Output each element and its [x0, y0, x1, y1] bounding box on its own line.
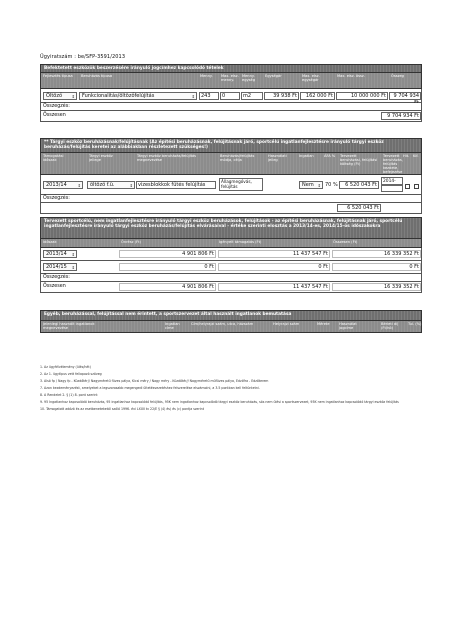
hit-checkbox[interactable]: [405, 184, 410, 189]
fejlesztes-select[interactable]: Öltöző ⇕: [43, 92, 77, 100]
col-menny: Menny.: [200, 74, 213, 78]
osszegzes-label: Összegzés:: [43, 104, 70, 109]
afa-value: 70 %: [325, 182, 338, 188]
egysegar-field[interactable]: 39 938 Ft: [264, 92, 299, 100]
maxmenny-field[interactable]: 0: [220, 92, 240, 100]
col-egysegar: Egységár: [265, 74, 282, 78]
col-ingatlan: Ingatlan: [299, 154, 314, 158]
table-row: [40, 89, 422, 103]
idoszak-select[interactable]: 2014/15 ⇕: [43, 263, 77, 271]
footnote: 8. A Rendelet 2. § (1) 8. pont szerint: [40, 393, 98, 397]
col-megnevezes: Jelenlegi használt ingatlanok megnevezése: [43, 322, 95, 330]
col-egyseg: Menny. egység: [242, 74, 255, 82]
total-row: [40, 282, 422, 293]
footnote: 9. 95 Ingatlanhoz kapcsolódó beruházás, 95 ingatlanhoz kapcsolódó felújítás, 95K nem ingatlanhoz kapcsolódó tárgyi eszköz beruházás, sós nem ülési a sportszervezet, 95K nem ingatlanhoz kapcsolódó tárgyi eszköz felújítás: [40, 400, 399, 404]
table-row: [40, 175, 422, 195]
col-afa: ÁFA %: [324, 154, 336, 158]
col-megnevezes: Tárgyi eszköz beruházás/felújítás megnevezése: [137, 154, 197, 162]
osszesen-field[interactable]: 16 339 352 Ft: [332, 250, 421, 258]
total-osszesen[interactable]: 16 339 352 Ft: [332, 283, 421, 291]
section-befektetett-eszkozok: [40, 64, 422, 122]
beruhazas-select[interactable]: Funkcionalitás/öltözőfelújítás ⇕: [79, 92, 197, 100]
col-hit: Hit.: [403, 154, 410, 158]
summary-label-row: [40, 103, 422, 111]
col-cim: Ingatlan címe: [165, 322, 180, 330]
col-onresz: Önrész (Ft): [121, 240, 141, 244]
table-row: [40, 248, 422, 261]
footnote: 7. Azon kezdeményezést, amelyeket a legszorosabb megengedi ültetésvezetéshez felszerelése elszámolni, a 3.5 pontban kell feltüntetni.: [40, 386, 260, 390]
osszesen-field[interactable]: 0 Ft: [332, 263, 421, 271]
section-title: Tervezett sportcélú, nem ingatlanfejlesztésre irányuló tárgyi eszköz beruházások, felújítások - az építési beruházásnak, felújításnak járó, sportcélú ingatlanfejlesztésre irányuló tárgyi eszköz beruházás/felújítás elvárásaival - értéke szerinti elosztás a 2013/14-es, 2014/15-ös időszakokra: [40, 217, 422, 239]
summary-label-row: [40, 274, 422, 282]
mod-field[interactable]: Állagmegóvás, felújítás: [219, 178, 263, 191]
osszesen-label: Összesen: [43, 113, 66, 118]
datum-start-field[interactable]: 2014-: [381, 177, 403, 185]
chevron-icon: ⇕: [317, 183, 321, 188]
footnote: 10. Támogatott adózó és az esetbeneteketól szóló 1996. évi LXXII tv 22/E § (4) és) és (c) pontja szerint: [40, 407, 204, 411]
footnote: 3. Alsó fp / Nagy fp - Küzdőtér// Nagyméretű füves pálya, Kicsi méry / Nagy méry - Küzdőtér// Nagyméretű műfüves pálya, Edzőfra - Edzőterem: [40, 379, 269, 383]
total-row: [40, 203, 422, 214]
osszegzes-label: Összegzés:: [43, 196, 70, 201]
col-idoszak: Támogatási időszak: [43, 154, 64, 162]
col-datum: Tervezett beruházás, felújítás kezdete, befejezése: [383, 154, 403, 174]
idoszak-select[interactable]: 2013/14 ⇕: [43, 181, 83, 189]
column-headers: [40, 239, 422, 248]
maxossz-field[interactable]: 10 000 000 Ft: [336, 92, 388, 100]
kif-checkbox[interactable]: [414, 184, 419, 189]
total-field[interactable]: 6 520 043 Ft: [337, 204, 381, 212]
idoszak-select[interactable]: 2013/14 ⇕: [43, 250, 77, 258]
igenyelt-field[interactable]: 0 Ft: [218, 263, 330, 271]
footnotes: [40, 365, 422, 414]
section-egyeb-ingatlanok: [40, 310, 422, 333]
col-idoszak: Időszak: [43, 240, 57, 244]
menny-field[interactable]: 243: [199, 92, 219, 100]
megnevezes-field[interactable]: vizesblokkok fűtés felújítás: [136, 181, 216, 189]
col-utca: Cím/helyrajzi szám, utca, házszám: [191, 322, 254, 326]
col-kif: Kif.: [413, 154, 419, 158]
col-beruhazas: Beruházás típusa: [81, 74, 113, 78]
onresz-field[interactable]: 0 Ft: [119, 263, 216, 271]
ingatlan-select[interactable]: Nem ⇕: [299, 181, 323, 189]
section-targyi-eszkoz: [40, 138, 422, 214]
column-headers: [40, 321, 422, 333]
section-title: Egyéb, beruházással, felújítással nem érintett, a sportszervezet által használt ingatlanok bemutatása: [40, 310, 422, 321]
col-igenyelt: Igényelt támogatás (Ft): [219, 240, 262, 244]
col-maxossz: Max. elsz. össz.: [337, 74, 365, 78]
section-title: ** Tárgyi eszköz beruházásnak/felújításnak (Az építési beruházásnak, felújításnak járó, sportcélú ingatlanfejlesztésre irányuló tárgyi eszköz beruházás/felújítás keretei az alábbiakban részletezett szükséges!): [40, 138, 422, 153]
col-mod: Beruházás/felújítás módja, célja: [220, 154, 255, 162]
col-fejlesztes: Fejlesztés típusa: [43, 74, 73, 78]
koltseg-field[interactable]: 6 520 043 Ft: [339, 181, 379, 189]
total-igenyelt[interactable]: 11 437 547 Ft: [218, 283, 330, 291]
col-hasznalati: Használati jelleg: [268, 154, 287, 162]
col-hrsz: Helyrajzi szám: [273, 322, 300, 326]
section-title: Befektetett eszközök beszerzésére irányuló jogcímhez kapcsolódó tételek: [40, 64, 422, 73]
col-tul: Tul. (%): [408, 322, 422, 326]
egyseg-field[interactable]: m2: [241, 92, 263, 100]
igenyelt-field[interactable]: 11 437 547 Ft: [218, 250, 330, 258]
osszeg-field[interactable]: 9 704 934: [389, 92, 421, 100]
col-berleti: Bérleti díj (Ft/hó): [381, 322, 399, 330]
total-field[interactable]: 9 704 934 Ft: [381, 112, 421, 120]
col-koltseg: Tervezett beruházási, felújítási költség (Ft): [340, 154, 378, 166]
col-merete: Mérete: [317, 322, 330, 326]
col-jelleg: Tárgyi eszköz jellege: [89, 154, 113, 162]
ugyiratszam: Ügyiratszám : be/SFP-3591/2013: [40, 54, 126, 60]
onresz-field[interactable]: 4 901 806 Ft: [119, 250, 216, 258]
col-maxmenny: Max. elsz. menny.: [221, 74, 239, 82]
chevron-icon: ⇕: [71, 265, 75, 270]
col-jogcim: Használat jogcíme: [339, 322, 357, 330]
footnote: 1. Az ügyfélvélemény (ülés/hét): [40, 365, 91, 369]
maxegysegar-field[interactable]: 162 000 Ft: [300, 92, 335, 100]
footnote: 2. Az 1. ügytípus vett fellapozó szöveg: [40, 372, 102, 376]
summary-label-row: [40, 195, 422, 203]
table-row: [40, 261, 422, 274]
chevron-icon: ⇕: [77, 183, 81, 188]
col-osszesen: Összesen (Ft): [333, 240, 358, 244]
chevron-icon: ⇕: [129, 183, 133, 188]
col-maxegysegar: Max. elsz. egységár: [302, 74, 320, 82]
chevron-icon: ⇕: [71, 252, 75, 257]
datum-end-field[interactable]: [381, 185, 403, 192]
column-headers: [40, 73, 422, 89]
total-onresz[interactable]: 4 901 806 Ft: [119, 283, 216, 291]
osszegzes-label: Összegzés:: [43, 275, 70, 280]
jelleg-select[interactable]: öltöző f.ü. ⇕: [87, 181, 135, 189]
chevron-icon: ⇕: [71, 94, 75, 99]
total-row: [40, 111, 422, 122]
chevron-icon: ⇕: [191, 94, 195, 99]
osszesen-label: Összesen: [43, 284, 66, 289]
column-headers: [40, 153, 422, 175]
col-osszeg: Összeg: [391, 74, 404, 78]
section-elosztas: [40, 217, 422, 293]
